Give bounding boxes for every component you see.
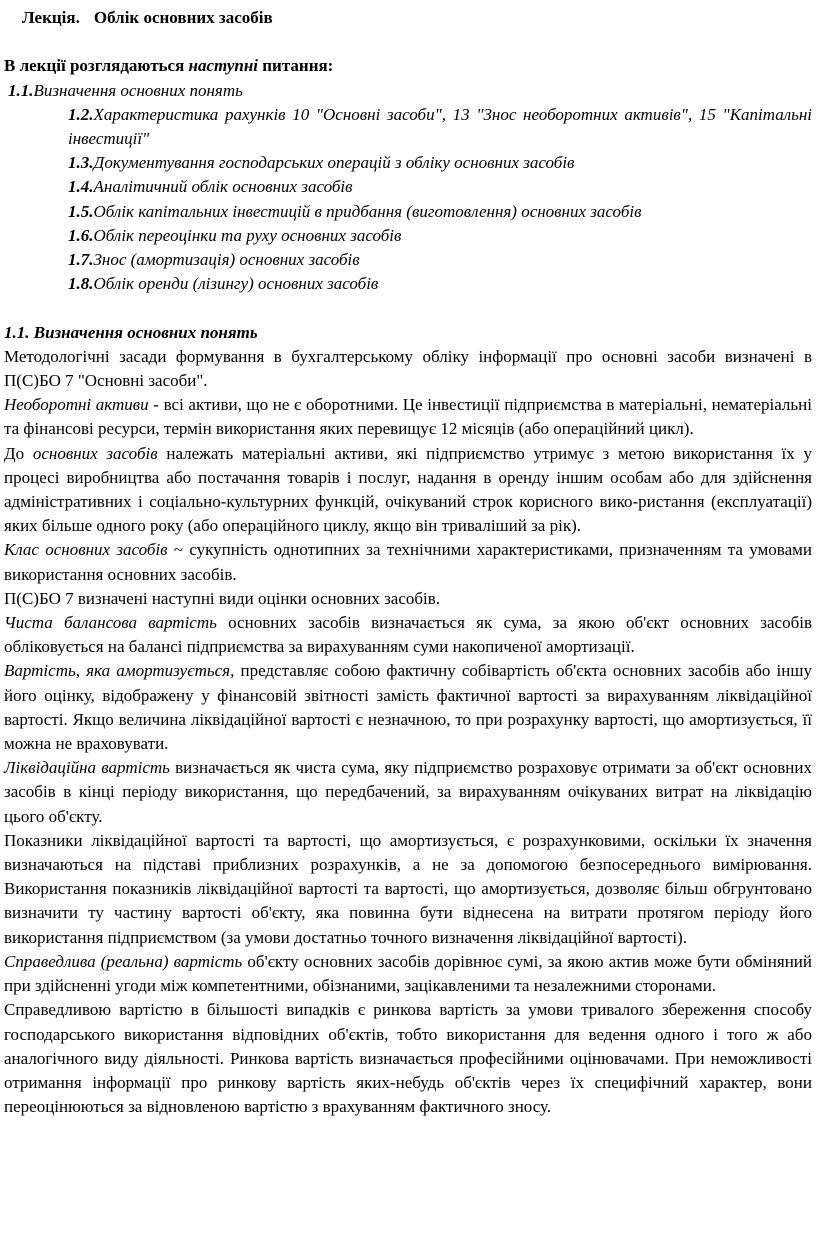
paragraph [4, 587, 812, 611]
intro-line [4, 54, 812, 78]
paragraph [4, 756, 812, 829]
paragraph-text: представляє собою фактичну собівартість об'єкта основних засобів або іншу його оцінку, відображену у фінансовій звітності замість фактичної вартості за вирахуванням ліквідаційної вартості. Якщо величина ліквідаційної вартості є незначною, то при розрахунку вартості, що амортизується, її можна не враховувати. [4, 661, 812, 754]
section-heading: 1.1. Визначення основних понять [4, 322, 258, 342]
paragraph [4, 345, 812, 393]
paragraph [4, 538, 812, 586]
topic-text: Аналітичний облік основних засобів [93, 177, 353, 197]
topic-number: 1.2. [68, 104, 94, 124]
topic-number: 1.5. [68, 201, 94, 221]
paragraph [4, 442, 812, 539]
paragraph-text: об'єкту основних засобів дорівнює сумі, за якою актив може бути обміняний при здійсненні угоди між компетентними, обізнаними, зацікавленими та незалежними сторонами. [4, 951, 812, 996]
paragraph [4, 829, 812, 950]
paragraph-text: основних засобів визначається як сума, за якою об'єкт основних засобів обліковується на балансі підприємства за вирахуванням суми накопиченої амортизації. [4, 613, 812, 657]
intro-text-after: питання: [258, 56, 334, 76]
topic-item [4, 200, 812, 224]
paragraph [4, 950, 812, 998]
paragraph [4, 659, 812, 756]
paragraph-text: Справедливою вартістю в більшості випадків є ринкова вартість за умови тривалого збереження способу господарського використання відповідних об'єктів, тобто використання для ведення одного і того ж або аналогічного виду діяльності. Ринкова вартість визначається професійними оцінювачами. При неможливості отримання інформації про ринкову вартість яких-небудь об'єктів через їх специфічний характер, вони переоцінюються за відновленою вартістю з врахуванням фактичного зносу. [4, 1000, 812, 1117]
topic-item [4, 175, 812, 199]
topic-text: Знос (амортизація) основних засобів [93, 250, 360, 270]
topic-item [4, 79, 812, 103]
defined-term: основних засобів [32, 443, 158, 463]
lecture-label: Лекція. [22, 8, 80, 27]
topics-list [4, 79, 812, 297]
topic-text: Облік оренди (лізингу) основних засобів [93, 274, 379, 294]
defined-term: Справедлива (реальна) вартість [4, 951, 243, 971]
lecture-heading [4, 6, 812, 30]
topic-number: 1.8. [68, 274, 94, 294]
defined-term: Чиста балансова вартість [4, 613, 217, 633]
intro-text-before: В лекції розглядаються [4, 56, 189, 76]
lecture-title: Облік основних засобів [93, 8, 273, 27]
topic-item [4, 151, 812, 175]
paragraph-text: ~ сукупність однотипних за технічними характеристиками, призначенням та умовами використання основних засобів. [4, 540, 812, 584]
intro-text-emphasis: наступні [188, 56, 258, 76]
defined-term: Необоротні активи [4, 395, 149, 415]
topic-text: Документування господарських операцій з обліку основних засобів [93, 153, 575, 173]
paragraph-text: Методологічні засади формування в бухгалтерському обліку інформації про основні засоби визначені в П(С)БО 7 "Основні засоби". [4, 346, 812, 391]
paragraph [4, 998, 812, 1119]
topic-text: Визначення основних понять [33, 80, 243, 100]
topic-text: Облік переоцінки та руху основних засобів [93, 225, 402, 245]
topic-number: 1.7. [68, 250, 94, 270]
topic-text: Облік капітальних інвестицій в придбання (виготовлення) основних засобів [93, 201, 642, 221]
topic-item [4, 103, 812, 151]
paragraph [4, 611, 812, 659]
paragraph-text: П(С)БО 7 визначені наступні види оцінки основних засобів. [4, 588, 441, 608]
paragraph-text: - всі активи, що не є оборотними. Це інвестиції підприємства в матеріальні, нематеріальні та фінансові ресурси, термін використання яких перевищує 12 місяців (або операційний цикл). [4, 395, 812, 439]
topic-item [4, 224, 812, 248]
topic-number: 1.1. [8, 80, 34, 100]
defined-term: Клас основних засобів [4, 540, 168, 560]
paragraph-text: Показники ліквідаційної вартості та вартості, що амортизується, є розрахунковими, оскільки їх значення визначаються на підставі приблизних розрахунків, а не за допомогою безпосереднього вимірювання. Використання показників ліквідаційної вартості та вартості, що амортизується, дозволяє більш обгрунтовано визначити ту частину вартості об'єкту, яка повинна бути віднесена на витрати протягом періоду його використання підприємством (за умови достатньо точного визначення ліквідаційної вартості). [4, 830, 812, 947]
paragraph-text: належать матеріальні активи, які підприємство утримує з метою використання їх у процесі виробництва або постачання товарів і послуг, надання в оренду іншим особам або для здійснення адміністративних і соціально-культурних функцій, очікуваний строк корисного вико-ристання (експлуатації) яких більше одного року (або операційного циклу, якщо він триваліший за рік). [4, 443, 812, 536]
topic-item [4, 248, 812, 272]
topic-number: 1.4. [68, 177, 94, 197]
paragraph-text: визначається як чиста сума, яку підприємство розраховує отримати за об'єкт основних засобів в кінці періоду використання, що передбачений, за вирахуванням очікуваних витрат на ліквідацію цього об'єкту. [4, 758, 812, 826]
defined-term: Ліквідаційна вартість [4, 758, 170, 778]
topic-text: Характеристика рахунків 10 "Основні засоби", 13 "Знос необоротних активів", 15 "Капітальні інвестиції" [68, 104, 812, 148]
topic-item [4, 272, 812, 296]
defined-term: Вартість, яка амортизується, [4, 661, 235, 681]
paragraph-prefix: До [4, 443, 33, 463]
topic-number: 1.6. [68, 225, 94, 245]
paragraph [4, 393, 812, 441]
topic-number: 1.3. [68, 153, 94, 173]
